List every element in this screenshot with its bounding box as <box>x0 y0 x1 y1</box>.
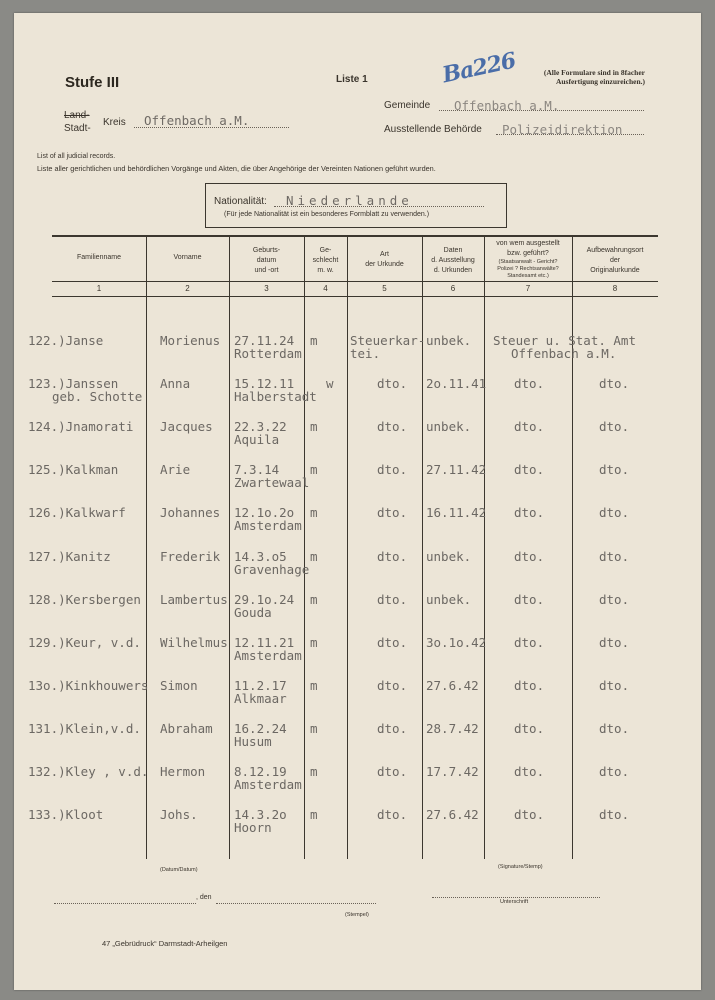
row-birth-date: 14.3.o5 <box>234 548 287 564</box>
row-issue-date: 2o.11.41 <box>426 376 487 392</box>
row-issue-date: 3o.1o.42 <box>426 634 487 650</box>
row-document-type: dto. <box>377 548 408 564</box>
row-sex: m <box>310 807 318 823</box>
row-birth-date: 12.1o.2o <box>234 505 295 521</box>
row-storage: dto. <box>599 764 630 779</box>
column-divider <box>347 237 348 859</box>
column-divider <box>572 237 573 859</box>
row-birth-date: 27.11.24 <box>234 333 295 348</box>
row-sex: m <box>310 677 318 693</box>
kreis-value: Offenbach a.M. <box>144 113 250 128</box>
row-birth-place: Rotterdam <box>234 346 302 361</box>
row-name: 123.)Janssen <box>28 376 119 392</box>
row-birth-place: Gouda <box>234 604 272 620</box>
row-issuer: dto. <box>514 548 545 564</box>
row-birth-place: Zwartewaal <box>234 475 310 491</box>
column-number-1: 1 <box>96 284 102 293</box>
copies-note: (Alle Formulare sind in 8facher Ausfertigung einzureichen.) <box>543 68 645 86</box>
row-issuer: dto. <box>514 634 545 650</box>
row-sex: m <box>310 419 318 435</box>
row-first-name: Arie <box>160 462 191 478</box>
row-birth-place: Alkmaar <box>234 690 287 706</box>
row-birth-place: Husum <box>234 733 272 749</box>
row-first-name: Jacques <box>160 419 213 435</box>
row-issuer: Steuer u. Stat. Amt <box>493 333 636 348</box>
row-storage: dto. <box>599 419 630 435</box>
behoerde-label: Ausstellende Behörde <box>384 124 482 135</box>
row-issuer: dto. <box>514 807 545 823</box>
nationality-note: (Für jede Nationalität ist ein besonderes Formblatt zu verwenden.) <box>224 211 430 218</box>
row-document-type-extra: tei. <box>350 346 381 361</box>
kreis-label: Kreis <box>103 117 126 128</box>
column-header-7: von wem ausgestellt bzw. geführt? (Staatsanwalt - Gericht? Polizei ? Rechtsanwälte? Standesamt etc.) <box>496 240 560 279</box>
den-label: , den <box>196 894 212 901</box>
column-number-8: 8 <box>612 284 618 293</box>
row-name: 126.)Kalkwarf <box>28 505 126 521</box>
row-name: 127.)Kanitz <box>28 548 111 564</box>
row-document-type: dto. <box>377 677 408 693</box>
row-birth-place: Aquila <box>234 432 280 448</box>
row-document-type: dto. <box>377 591 408 607</box>
row-name: 124.)Jnamorati <box>28 419 134 435</box>
printer-imprint: 47 „Gebrüdruck“ Darmstadt-Arheilgen <box>102 939 228 948</box>
row-birth-place: Hoorn <box>234 820 272 836</box>
column-divider <box>229 237 230 859</box>
nationality-box <box>205 183 507 228</box>
column-number-5: 5 <box>382 284 387 293</box>
document-sheet <box>14 13 701 990</box>
row-issue-date: 28.7.42 <box>426 720 479 736</box>
row-storage: dto. <box>599 720 630 736</box>
row-storage: dto. <box>599 591 630 607</box>
row-issuer: dto. <box>514 677 545 693</box>
row-issue-date: 16.11.42 <box>426 505 487 521</box>
row-first-name: Johs. <box>160 807 198 823</box>
row-issuer: dto. <box>514 505 545 521</box>
column-header-6: Daten d. Ausstellung d. Urkunden <box>431 247 475 274</box>
row-sex: m <box>310 333 318 348</box>
nationality-value: Niederlande <box>286 193 413 208</box>
row-storage: dto. <box>599 548 630 564</box>
column-header-1: Familienname <box>77 254 121 261</box>
row-name: 128.)Kersbergen <box>28 591 141 607</box>
row-name: 122.)Janse <box>28 333 104 348</box>
row-issue-date: unbek. <box>426 333 472 348</box>
row-birth-place: Halberstadt <box>234 389 317 405</box>
row-birth-place: Amsterdam <box>234 518 302 534</box>
row-name-extra: geb. Schotte <box>52 389 143 405</box>
date-caption: (Datum/Datum) <box>160 867 198 873</box>
row-birth-date: 11.2.17 <box>234 677 287 693</box>
handwritten-annotation: Ba226 <box>440 47 518 89</box>
row-document-type: dto. <box>377 376 408 392</box>
column-number-2: 2 <box>185 284 190 293</box>
column-number-4: 4 <box>323 284 328 293</box>
row-birth-place: Gravenhage <box>234 561 310 577</box>
row-name: 131.)Klein,v.d. <box>28 720 141 736</box>
row-issuer: dto. <box>514 720 545 736</box>
intro-german: Liste aller gerichtlichen und behördlichen Vorgänge und Akten, die über Angehörige der Vereinten Nationen geführt wurden. <box>37 164 436 173</box>
stage-title: Stufe III <box>65 74 120 91</box>
row-document-type: dto. <box>377 419 408 435</box>
row-birth-date: 22.3.22 <box>234 419 287 435</box>
row-birth-date: 7.3.14 <box>234 462 280 478</box>
row-document-type: dto. <box>377 720 408 736</box>
column-header-3: Geburts- datum und -ort <box>252 247 281 274</box>
row-first-name: Frederik <box>160 548 221 564</box>
stamp-caption: (Stempel) <box>345 912 369 918</box>
row-birth-date: 8.12.19 <box>234 764 287 779</box>
behoerde-value: Polizeidirektion <box>502 122 623 137</box>
row-storage: dto. <box>599 462 630 478</box>
row-sex: m <box>310 591 318 607</box>
row-issue-date: 27.6.42 <box>426 807 479 823</box>
row-issuer: dto. <box>514 462 545 478</box>
row-first-name: Simon <box>160 677 198 693</box>
row-birth-place: Amsterdam <box>234 647 302 663</box>
row-first-name: Abraham <box>160 720 213 736</box>
row-issue-date: 17.7.42 <box>426 764 479 779</box>
row-sex: m <box>310 764 318 779</box>
row-document-type: dto. <box>377 764 408 779</box>
signature-caption: (Signature/Stemp) <box>498 864 543 870</box>
row-issuer: dto. <box>514 419 545 435</box>
row-document-type: dto. <box>377 462 408 478</box>
row-birth-date: 15.12.11 <box>234 376 295 392</box>
row-issuer: dto. <box>514 591 545 607</box>
row-storage: dto. <box>599 677 630 693</box>
column-number-3: 3 <box>264 284 269 293</box>
row-name: 129.)Keur, v.d. <box>28 634 141 650</box>
row-sex: m <box>310 548 318 564</box>
row-issue-date: unbek. <box>426 591 472 607</box>
row-sex: m <box>310 462 318 478</box>
row-document-type: dto. <box>377 634 408 650</box>
row-issue-date: unbek. <box>426 419 472 435</box>
row-sex: m <box>310 634 318 650</box>
row-sex: m <box>310 720 318 736</box>
stadt-label: Stadt- <box>64 123 91 134</box>
row-first-name: Morienus <box>160 333 221 348</box>
list-number: Liste 1 <box>336 74 368 85</box>
column-header-5: Art der Urkunde <box>365 251 404 268</box>
row-issue-date: 27.6.42 <box>426 677 479 693</box>
row-sex: w <box>326 376 334 392</box>
row-first-name: Hermon <box>160 764 206 779</box>
row-document-type: dto. <box>377 505 408 521</box>
row-issuer: dto. <box>514 376 545 392</box>
nationality-label: Nationalität: <box>214 196 267 207</box>
column-header-8: Aufbewahrungsort der Originalurkunde <box>586 247 644 274</box>
row-storage: dto. <box>599 634 630 650</box>
intro-english: List of all judicial records. <box>37 153 116 160</box>
row-storage: dto. <box>599 376 630 392</box>
row-birth-place: Amsterdam <box>234 777 302 792</box>
column-number-6: 6 <box>450 284 456 293</box>
row-birth-date: 12.11.21 <box>234 634 295 650</box>
land-label: Land- <box>64 110 90 121</box>
row-first-name: Anna <box>160 376 191 392</box>
row-storage: dto. <box>599 505 630 521</box>
row-first-name: Johannes <box>160 505 221 521</box>
gemeinde-value: Offenbach a.M. <box>454 98 560 113</box>
row-birth-date: 29.1o.24 <box>234 591 295 607</box>
row-sex: m <box>310 505 318 521</box>
row-name: 132.)Kley , v.d. <box>28 764 149 779</box>
row-document-type: dto. <box>377 807 408 823</box>
row-issue-date: unbek. <box>426 548 472 564</box>
gemeinde-label: Gemeinde <box>384 100 431 111</box>
row-issuer-extra: Offenbach a.M. <box>511 346 617 361</box>
row-document-type: Steuerkar- <box>350 333 426 348</box>
column-divider <box>304 237 305 859</box>
column-divider <box>484 237 485 859</box>
row-name: 125.)Kalkman <box>28 462 119 478</box>
row-birth-date: 16.2.24 <box>234 720 287 736</box>
row-name: 133.)Kloot <box>28 807 104 823</box>
row-issuer: dto. <box>514 764 545 779</box>
row-name: 13o.)Kinkhouwers <box>28 677 149 693</box>
row-storage: dto. <box>599 807 630 823</box>
row-first-name: Lambertus <box>160 591 228 607</box>
row-issue-date: 27.11.42 <box>426 462 487 478</box>
column-header-2: Vorname <box>173 254 202 261</box>
signature-line-caption: Unterschrift <box>500 899 529 905</box>
row-birth-date: 14.3.2o <box>234 807 287 823</box>
column-number-7: 7 <box>525 284 531 293</box>
column-header-4: Ge- schlecht m. w. <box>312 247 339 274</box>
row-first-name: Wilhelmus <box>160 634 228 650</box>
column-divider <box>422 237 423 859</box>
